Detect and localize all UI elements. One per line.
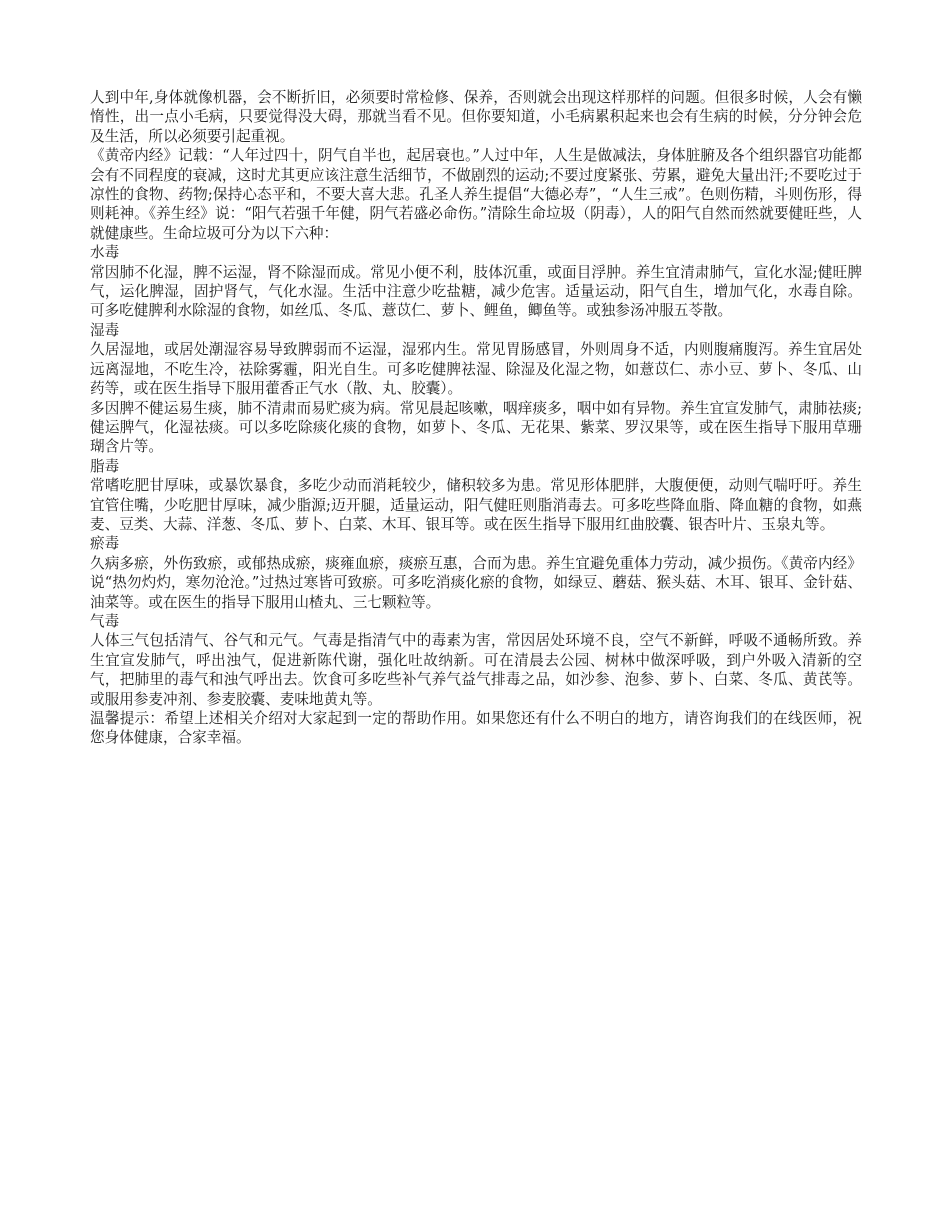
- section-heading-water-toxin: 水毒: [90, 244, 120, 262]
- section-paragraph: 多因脾不健运易生痰，肺不清肃而易贮痰为病。常见晨起咳嗽，咽痒痰多，咽中如有异物。养生宜宣发肺气，肃肺祛痰;健运脾气，化湿祛痰。可以多吃除痰化痰的食物，如萝卜、冬瓜、无花果、紫菜、罗汉果等，或在医生指导下服用草珊瑚含片等。: [90, 399, 862, 456]
- section-heading-stasis-toxin: 瘀毒: [90, 535, 120, 553]
- section-paragraph: 常嗜吃肥甘厚味，或暴饮暴食，多吃少动而消耗较少，储积较多为患。常见形体肥胖，大腹便便，动则气喘吁吁。养生宜管住嘴，少吃肥甘厚味，减少脂源;迈开腿，适量运动，阳气健旺则脂消毒去。可多吃些降血脂、降血糖的食物，如燕麦、豆类、大蒜、洋葱、冬瓜、萝卜、白菜、木耳、银耳等。或在医生指导下服用红曲胶囊、银杏叶片、玉泉丸等。: [90, 477, 862, 533]
- section-paragraph: 久病多瘀，外伤致瘀，或郁热成瘀，痰雍血瘀，痰瘀互惠，合而为患。养生宜避免重体力劳动，减少损伤。《黄帝内经》说“热勿灼灼，寒勿沧沧。”过热过寒皆可致瘀。可多吃消痰化瘀的食物，如绿豆、蘑菇、猴头菇、木耳、银耳、金针菇、油菜等。或在医生的指导下服用山楂丸、三七颗粒等。: [90, 554, 862, 611]
- section-paragraph: 常因肺不化湿，脾不运湿，肾不除湿而成。常见小便不利，肢体沉重，或面目浮肿。养生宜清肃肺气，宣化水湿;健旺脾气，运化脾湿，固护肾气，气化水湿。生活中注意少吃盐糖，减少危害。适量运动，阳气自生，增加气化，水毒自除。可多吃健脾利水除湿的食物，如丝瓜、冬瓜、薏苡仁、萝卜、鲤鱼，鲫鱼等。或独参汤冲服五苓散。: [90, 263, 862, 320]
- closing-tip: 温馨提示：希望上述相关介绍对大家起到一定的帮助作用。如果您还有什么不明白的地方，请咨询我们的在线医师，祝您身体健康，合家幸福。: [90, 710, 862, 747]
- section-heading-qi-toxin: 气毒: [90, 612, 120, 630]
- intro-paragraph-2: 《黄帝内经》记载：“人年过四十，阴气自半也，起居衰也。”人过中年，人生是做减法，身体脏腑及各个组织器官功能都会有不同程度的衰减，这时尤其更应该注意生活细节，不做剧烈的运动;不要过度紧张、劳累，避免大量出汗;不要吃过于凉性的食物、药物;保持心态平和，不要大喜大悲。孔圣人养生提倡“大德必寿”，“人生三戒”。色则伤精，斗则伤形，得则耗神。《养生经》说：“阳气若强千年健，阴气若盛必命伤。”清除生命垃圾（阴毒），人的阳气自然而然就要健旺些，人就健康些。生命垃圾可分为以下六种：: [90, 147, 862, 242]
- section-heading-damp-toxin: 湿毒: [90, 321, 120, 339]
- intro-paragraph-1: 人到中年,身体就像机器，会不断折旧，必须要时常检修、保养，否则就会出现这样那样的问题。但很多时候，人会有懒惰性，出一点小毛病，只要觉得没大碍，那就当看不见。但你要知道，小毛病累积起来也会有生病的时候，分分钟会危及生活，所以必须要引起重视。: [90, 89, 862, 145]
- section-paragraph: 人体三气包括清气、谷气和元气。气毒是指清气中的毒素为害，常因居处环境不良，空气不新鲜，呼吸不通畅所致。养生宜宣发肺气，呼出浊气，促进新陈代谢，强化吐故纳新。可在清晨去公园、树林中做深呼吸，到户外吸入清新的空气，把肺里的毒气和浊气呼出去。饮食可多吃些补气养气益气排毒之品，如沙参、泡参、萝卜、白菜、冬瓜、黄芪等。或服用参麦冲剂、参麦胶囊、麦味地黄丸等。: [90, 632, 862, 708]
- section-heading-lipid-toxin: 脂毒: [90, 457, 120, 475]
- section-paragraph: 久居湿地，或居处潮湿容易导致脾弱而不运湿，湿邪内生。常见胃肠感冒，外则周身不适，内则腹痛腹泻。养生宜居处远离湿地，不吃生冷，祛除雾霾，阳光自生。可多吃健脾祛湿、除湿及化湿之物，如薏苡仁、赤小豆、萝卜、冬瓜、山药等，或在医生指导下服用藿香正气水（散、丸、胶囊）。: [90, 341, 862, 398]
- article-body: [90, 88, 862, 748]
